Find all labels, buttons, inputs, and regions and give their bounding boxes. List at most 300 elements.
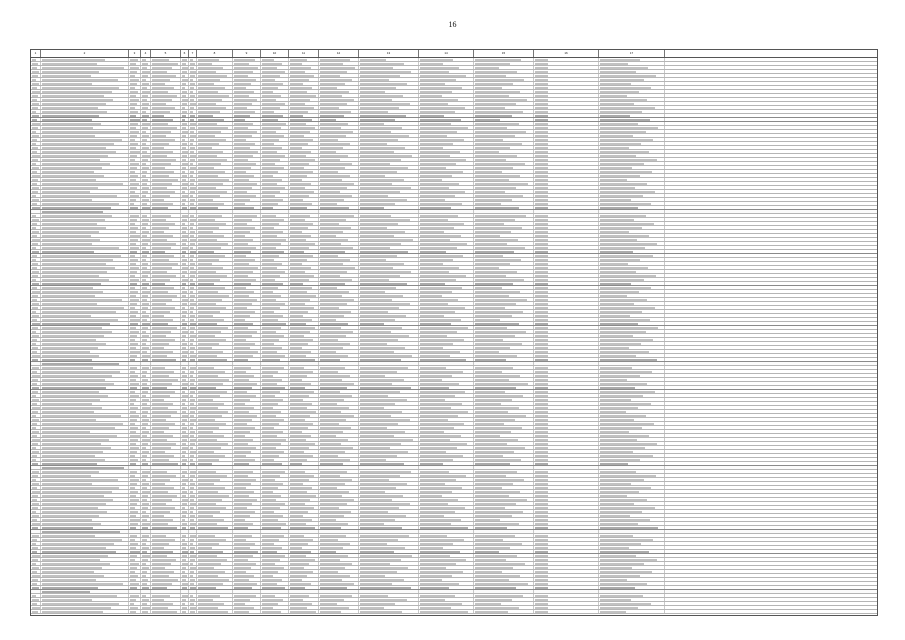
table-cell (419, 126, 474, 129)
table-cell (599, 282, 665, 285)
table-cell (41, 526, 129, 529)
table-cell (151, 594, 181, 597)
table-cell (534, 594, 599, 597)
table-cell (129, 154, 141, 157)
table-cell (534, 410, 599, 413)
table-cell (41, 66, 129, 69)
table-cell (129, 202, 141, 205)
table-cell (261, 238, 289, 241)
table-cell (319, 326, 359, 329)
table-cell (41, 122, 129, 125)
table-cell (319, 530, 359, 533)
table-cell (151, 138, 181, 141)
table-cell (129, 182, 141, 185)
table-cell (261, 498, 289, 501)
table-cell (261, 438, 289, 441)
table-cell (151, 154, 181, 157)
table-cell (189, 610, 197, 613)
table-cell (189, 334, 197, 337)
table-cell (419, 238, 474, 241)
table-cell (233, 462, 261, 465)
table-cell (534, 358, 599, 361)
table-cell (419, 534, 474, 537)
table-cell (419, 122, 474, 125)
table-cell (319, 526, 359, 529)
table-cell (189, 118, 197, 121)
table-cell (359, 338, 419, 341)
table-cell (319, 286, 359, 289)
table-cell (181, 486, 189, 489)
table-cell (141, 90, 151, 93)
table-cell (534, 394, 599, 397)
table-cell (31, 490, 41, 493)
table-cell (419, 354, 474, 357)
table-cell (31, 582, 41, 585)
table-cell (474, 458, 534, 461)
table-cell (359, 146, 419, 149)
table-cell (233, 554, 261, 557)
table-cell (41, 326, 129, 329)
table-cell (41, 226, 129, 229)
table-cell (41, 278, 129, 281)
table-cell (189, 406, 197, 409)
table-cell (129, 118, 141, 121)
table-cell (141, 430, 151, 433)
table-cell (419, 334, 474, 337)
table-cell (474, 350, 534, 353)
table-cell (289, 238, 319, 241)
table-cell (129, 206, 141, 209)
table-cell (181, 406, 189, 409)
table-cell (261, 278, 289, 281)
table-cell (197, 178, 233, 181)
table-cell (359, 502, 419, 505)
table-cell (261, 174, 289, 177)
table-cell (141, 286, 151, 289)
column-number-cell: 5 (151, 50, 181, 57)
table-cell (419, 490, 474, 493)
table-cell (233, 242, 261, 245)
table-cell (129, 210, 141, 213)
table-cell (599, 166, 665, 169)
table-cell (261, 482, 289, 485)
table-cell (599, 430, 665, 433)
table-cell (41, 230, 129, 233)
table-cell (151, 562, 181, 565)
table-cell (189, 162, 197, 165)
table-cell (197, 430, 233, 433)
table-cell (359, 386, 419, 389)
table-cell (534, 454, 599, 457)
table-cell (181, 214, 189, 217)
table-cell (261, 130, 289, 133)
table-cell (41, 374, 129, 377)
table-cell (41, 590, 129, 593)
table-cell (534, 182, 599, 185)
table-cell (599, 346, 665, 349)
table-cell (41, 166, 129, 169)
table-cell (599, 486, 665, 489)
table-cell (129, 474, 141, 477)
table-cell (474, 202, 534, 205)
table-cell (141, 178, 151, 181)
table-cell (419, 474, 474, 477)
table-cell (599, 326, 665, 329)
table-cell (419, 318, 474, 321)
table-cell (189, 338, 197, 341)
table-cell (599, 234, 665, 237)
table-cell (189, 214, 197, 217)
table-cell (289, 102, 319, 105)
table-cell (359, 562, 419, 565)
table-cell (599, 394, 665, 397)
table-cell (181, 410, 189, 413)
table-cell (261, 258, 289, 261)
column-number-cell: 3 (129, 50, 141, 57)
table-cell (41, 146, 129, 149)
table-cell (181, 74, 189, 77)
table-cell (189, 578, 197, 581)
table-cell (141, 310, 151, 313)
table-cell (141, 66, 151, 69)
table-cell (289, 346, 319, 349)
table-cell (359, 282, 419, 285)
table-cell (474, 490, 534, 493)
table-cell (534, 494, 599, 497)
table-cell (151, 174, 181, 177)
table-cell (151, 78, 181, 81)
table-cell (141, 386, 151, 389)
table-cell (419, 422, 474, 425)
table-cell (319, 94, 359, 97)
table-cell (41, 250, 129, 253)
table-cell (534, 62, 599, 65)
table-cell (129, 554, 141, 557)
table-cell (141, 562, 151, 565)
table-cell (141, 490, 151, 493)
table-cell (181, 570, 189, 573)
table-cell (474, 462, 534, 465)
column-number-cell: 13 (359, 50, 419, 57)
table-cell (151, 382, 181, 385)
table-cell (319, 498, 359, 501)
table-cell (31, 450, 41, 453)
table-cell (359, 210, 419, 213)
table-cell (419, 246, 474, 249)
table-cell (129, 486, 141, 489)
table-cell (141, 114, 151, 117)
table-cell (151, 414, 181, 417)
table-cell (141, 470, 151, 473)
table-cell (474, 246, 534, 249)
table-cell (41, 186, 129, 189)
table-cell (141, 314, 151, 317)
table-cell (261, 490, 289, 493)
table-cell (129, 62, 141, 65)
table-cell (474, 414, 534, 417)
table-cell (181, 378, 189, 381)
table-cell (181, 258, 189, 261)
table-cell (129, 418, 141, 421)
table-cell (31, 550, 41, 553)
table-cell (129, 450, 141, 453)
table-cell (151, 214, 181, 217)
table-cell (151, 430, 181, 433)
table-cell (129, 506, 141, 509)
table-cell (197, 586, 233, 589)
table-cell (359, 138, 419, 141)
table-cell (599, 438, 665, 441)
table-cell (141, 170, 151, 173)
table-cell (189, 110, 197, 113)
table-cell (31, 254, 41, 257)
table-cell (189, 606, 197, 609)
table-cell (181, 178, 189, 181)
table-cell (534, 446, 599, 449)
table-cell (261, 606, 289, 609)
table-cell (359, 174, 419, 177)
table-cell (129, 178, 141, 181)
table-cell (181, 326, 189, 329)
table-cell (181, 290, 189, 293)
table-cell (197, 134, 233, 137)
table-cell (141, 166, 151, 169)
table-cell (129, 102, 141, 105)
table-cell (319, 58, 359, 61)
table-cell (261, 510, 289, 513)
table-cell (233, 218, 261, 221)
table-cell (261, 206, 289, 209)
table-cell (151, 58, 181, 61)
table-cell (233, 578, 261, 581)
table-cell (197, 466, 233, 469)
table-cell (359, 214, 419, 217)
table-cell (319, 178, 359, 181)
table-cell (151, 118, 181, 121)
table-cell (261, 518, 289, 521)
table-cell (197, 74, 233, 77)
table-cell (474, 254, 534, 257)
table-cell (289, 374, 319, 377)
table-cell (189, 378, 197, 381)
table-cell (534, 486, 599, 489)
table-cell (534, 190, 599, 193)
table-cell (181, 458, 189, 461)
table-cell (359, 522, 419, 525)
table-cell (319, 514, 359, 517)
table-cell (474, 258, 534, 261)
table-cell (474, 234, 534, 237)
table-cell (359, 110, 419, 113)
table-cell (474, 394, 534, 397)
table-cell (534, 518, 599, 521)
table-cell (31, 98, 41, 101)
table-cell (41, 294, 129, 297)
table-cell (151, 322, 181, 325)
table-cell (233, 502, 261, 505)
table-cell (599, 254, 665, 257)
table-cell (359, 318, 419, 321)
table-cell (261, 254, 289, 257)
table-cell (41, 578, 129, 581)
table-cell (289, 602, 319, 605)
table-cell (189, 582, 197, 585)
table-cell (534, 386, 599, 389)
table-cell (289, 330, 319, 333)
table-cell (129, 134, 141, 137)
table-cell (474, 302, 534, 305)
table-cell (151, 234, 181, 237)
table-cell (289, 486, 319, 489)
table-cell (141, 358, 151, 361)
table-cell (359, 266, 419, 269)
table-cell (197, 546, 233, 549)
table-cell (319, 470, 359, 473)
table-cell (359, 586, 419, 589)
table-cell (599, 334, 665, 337)
table-cell (151, 370, 181, 373)
table-cell (141, 210, 151, 213)
table-cell (599, 86, 665, 89)
table-cell (141, 334, 151, 337)
table-cell (599, 442, 665, 445)
table-cell (141, 174, 151, 177)
table-cell (261, 366, 289, 369)
table-cell (31, 426, 41, 429)
table-cell (181, 174, 189, 177)
table-cell (289, 266, 319, 269)
table-cell (359, 78, 419, 81)
table-cell (129, 594, 141, 597)
table-cell (181, 86, 189, 89)
table-cell (474, 190, 534, 193)
table-cell (197, 534, 233, 537)
table-cell (261, 214, 289, 217)
table-cell (129, 290, 141, 293)
table-cell (359, 442, 419, 445)
table-cell (359, 566, 419, 569)
table-cell (141, 150, 151, 153)
table-cell (197, 138, 233, 141)
table-cell (141, 194, 151, 197)
table-cell (359, 350, 419, 353)
table-cell (151, 294, 181, 297)
table-cell (474, 538, 534, 541)
table-cell (181, 278, 189, 281)
table-cell (359, 262, 419, 265)
table-cell (31, 242, 41, 245)
table-cell (599, 218, 665, 221)
table-cell (474, 346, 534, 349)
table-cell (197, 522, 233, 525)
table-cell (197, 194, 233, 197)
table-cell (151, 206, 181, 209)
table-cell (141, 118, 151, 121)
table-cell (41, 414, 129, 417)
table-cell (261, 474, 289, 477)
table-cell (319, 582, 359, 585)
table-cell (319, 162, 359, 165)
table-cell (289, 294, 319, 297)
table-cell (189, 98, 197, 101)
table-cell (41, 574, 129, 577)
table-cell (129, 138, 141, 141)
table-cell (534, 390, 599, 393)
table-cell (599, 482, 665, 485)
table-cell (151, 246, 181, 249)
column-number-cell: 15 (474, 50, 534, 57)
table-cell (319, 70, 359, 73)
table-cell (197, 170, 233, 173)
table-cell (233, 342, 261, 345)
table-cell (474, 546, 534, 549)
table-cell (189, 274, 197, 277)
table-cell (181, 610, 189, 613)
table-cell (189, 434, 197, 437)
table-cell (419, 222, 474, 225)
table-cell (151, 458, 181, 461)
table-cell (359, 446, 419, 449)
table-cell (359, 474, 419, 477)
table-cell (289, 514, 319, 517)
table-cell (31, 298, 41, 301)
table-cell (141, 474, 151, 477)
table-cell (151, 318, 181, 321)
table-cell (197, 94, 233, 97)
table-cell (534, 58, 599, 61)
table-cell (31, 270, 41, 273)
table-cell (151, 374, 181, 377)
table-cell (151, 442, 181, 445)
table-cell (31, 402, 41, 405)
table-cell (233, 262, 261, 265)
table-cell (289, 562, 319, 565)
table-cell (129, 510, 141, 513)
table-cell (189, 358, 197, 361)
table-cell (31, 282, 41, 285)
table-cell (31, 326, 41, 329)
table-cell (233, 490, 261, 493)
table-cell (474, 510, 534, 513)
table-cell (261, 382, 289, 385)
table-cell (319, 450, 359, 453)
table-cell (31, 322, 41, 325)
table-cell (141, 350, 151, 353)
table-cell (189, 178, 197, 181)
table-cell (359, 434, 419, 437)
table-cell (41, 354, 129, 357)
table-cell (181, 514, 189, 517)
table-cell (41, 438, 129, 441)
table-cell (41, 234, 129, 237)
table-cell (474, 62, 534, 65)
table-cell (534, 566, 599, 569)
table-cell (289, 338, 319, 341)
table-cell (181, 606, 189, 609)
table-cell (261, 514, 289, 517)
table-cell (141, 522, 151, 525)
table-cell (289, 582, 319, 585)
table-cell (151, 126, 181, 129)
table-cell (534, 418, 599, 421)
table-cell (151, 450, 181, 453)
table-cell (141, 262, 151, 265)
table-cell (151, 190, 181, 193)
table-cell (31, 294, 41, 297)
table-cell (319, 214, 359, 217)
table-cell (289, 410, 319, 413)
table-cell (419, 410, 474, 413)
